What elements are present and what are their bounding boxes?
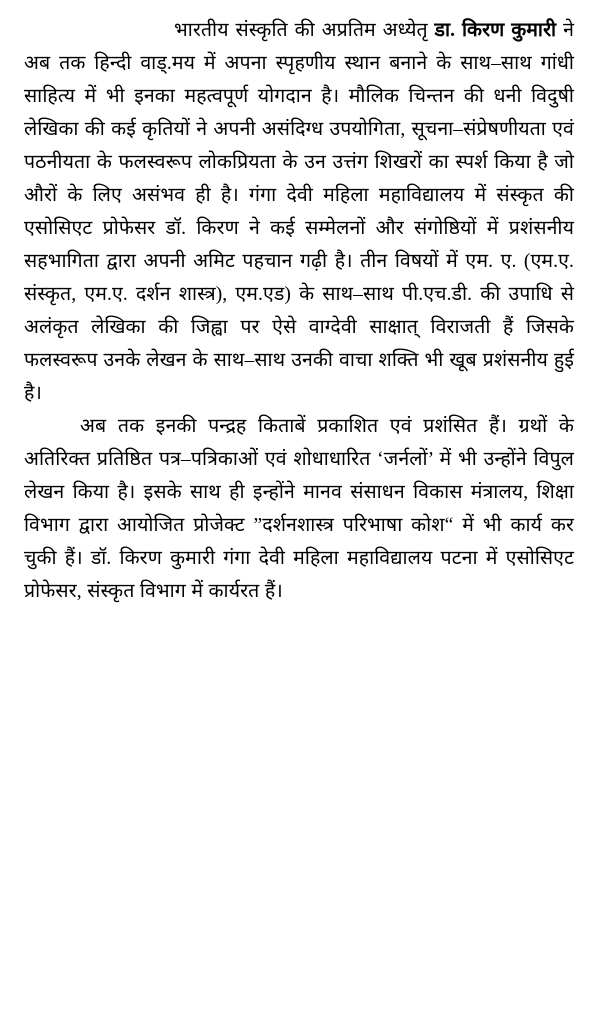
paragraph-1-segment-1: भारतीय संस्कृति की अप्रतिम अध्येतृ xyxy=(174,20,435,41)
author-name: डा. किरण कुमारी xyxy=(434,20,557,41)
paragraph-1 xyxy=(24,14,574,410)
paragraph-2 xyxy=(24,410,574,608)
paragraph-2-segment-1: अब तक इनकी पन्द्रह किताबें प्रकाशित एवं प्रशंसित हैं। ग्रथों के अतिरिक्त प्रतिष्ठित पत्र–पत्रिकाओं एवं शोधाधारित ‘जर्नलों’ में भी उन्होंने विपुल लेखन किया है। इसके साथ ही इन्होंने मानव संसाधन विकास मंत्रालय, शिक्षा विभाग द्वारा आयोजित प्रोजेक्ट ”दर्शनशास्त्र परिभाषा कोश“ में भी कार्य कर चुकी हैं। डॉ. किरण कुमारी गंगा देवी महिला महाविद्यालय पटना में एसोसिएट प्रोफेसर, संस्कृत विभाग में कार्यरत हैं। xyxy=(24,416,574,602)
paragraph-1-segment-3: ने अब तक हिन्दी वाड्.मय में अपना स्पृहणीय स्थान बनाने के साथ–साथ गांधी साहित्य में भी इनका महत्वपूर्ण योगदान है। मौलिक चिन्तन की धनी विदुषी लेखिका की कई कृतियों ने अपनी असंदिग्ध उपयोगिता, सूचना–संप्रेषणीयता एवं पठनीयता के फलस्वरूप लोकप्रियता के उन उत्तंग शिखरों का स्पर्श किया है जो औरों के लिए असंभव ही है। गंगा देवी महिला महाविद्यालय में संस्कृत की एसोसिएट प्रोफेसर डॉ. किरण ने कई सम्मेलनों और संगोष्ठियों में प्रशंसनीय सहभागिता द्वारा अपनी अमिट पहचान गढ़ी है। तीन विषयों में एम. ए. (एम.ए. संस्कृत, एम.ए. दर्शन शास्त्र), एम.एड) के साथ–साथ पी.एच.डी. की उपाधि से अलंकृत लेखिका की जिह्वा पर ऐसे वाग्देवी साक्षात् विराजती हैं जिसके फलस्वरूप उनके लेखन के साथ–साथ उनकी वाचा शक्ति भी खूब प्रशंसनीय हुई है। xyxy=(24,20,574,404)
text-column xyxy=(24,14,574,608)
